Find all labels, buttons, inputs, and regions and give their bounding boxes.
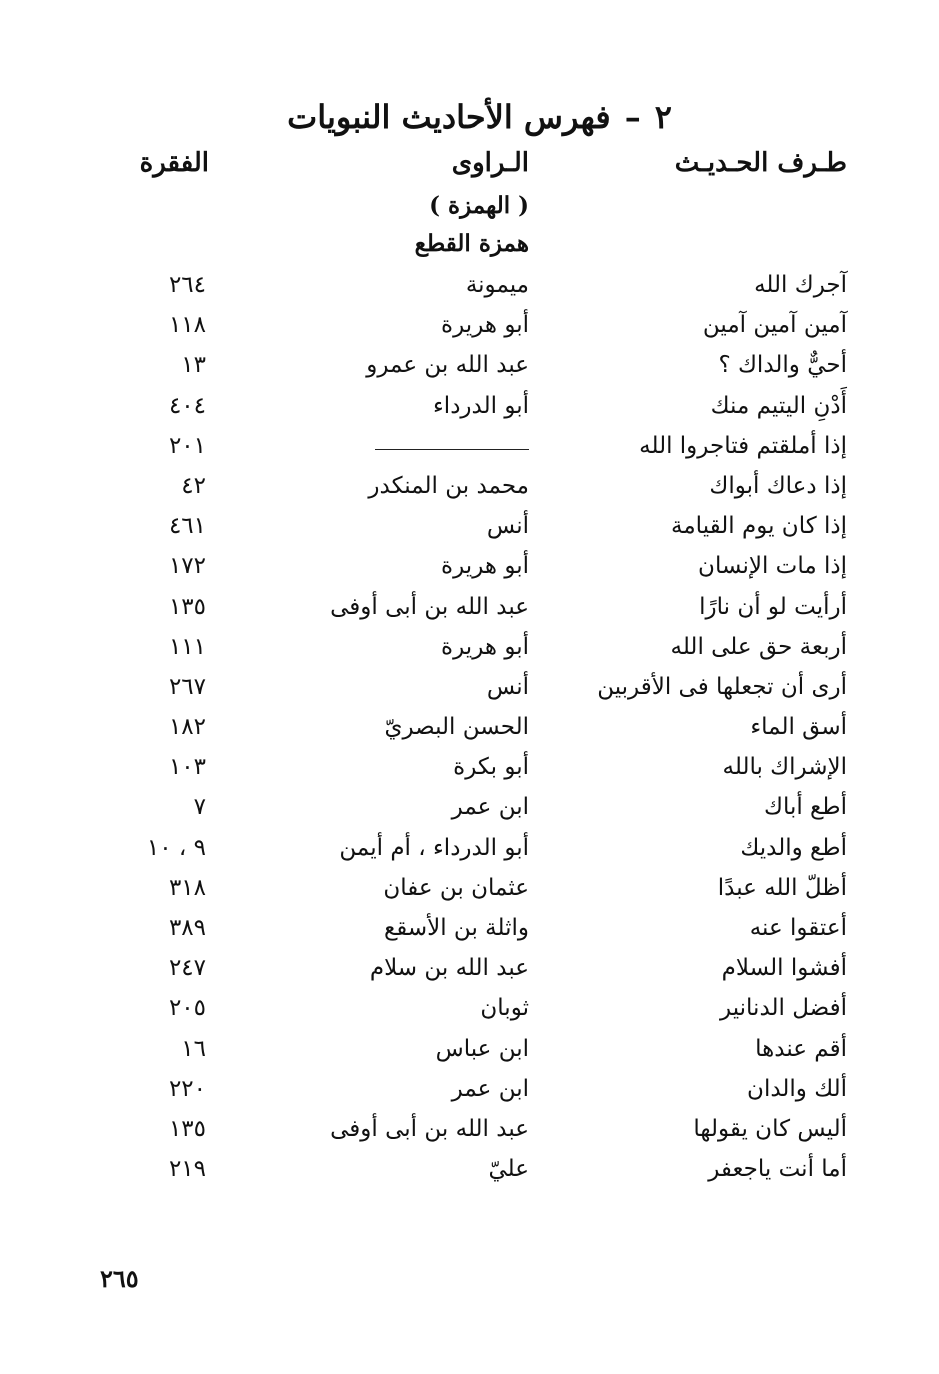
hadith-text: أقم عندها (755, 1035, 847, 1062)
column-header-hadith: طـرف الحـديـث (674, 148, 847, 178)
table-row (0, 670, 939, 710)
hadith-text: إذا كان يوم القيامة (671, 513, 847, 540)
title-dash: – (624, 98, 641, 136)
narrator-name: أبو هريرة (441, 633, 529, 660)
table-row (0, 509, 939, 549)
paragraph-number: ١٦ (181, 1035, 206, 1062)
hadith-text: أحيٌّ والداك ؟ (718, 352, 847, 379)
table-row (0, 348, 939, 388)
narrator-name: عبد الله بن سلام (369, 955, 529, 982)
section-heading: ( الهمزة ) (429, 192, 529, 219)
paragraph-number: ١٨٢ (168, 714, 206, 741)
hadith-text: إذا أملقتم فتاجروا الله (639, 432, 847, 459)
narrator-name: ابن عمر (451, 794, 529, 821)
table-row (0, 630, 939, 670)
paragraph-number: ٢٠٥ (168, 995, 206, 1022)
index-table (0, 268, 939, 1192)
paragraph-number: ١٣ (181, 352, 206, 379)
narrator-name: أبو هريرة (441, 553, 529, 580)
narrator-name: أبو الدرداء (432, 392, 529, 419)
hadith-text: أربعة حق على الله (670, 633, 847, 660)
hadith-text: أما أنت ياجعفر (708, 1156, 847, 1183)
narrator-name: عثمان بن عفان (383, 874, 529, 901)
hadith-text: إذا مات الإنسان (698, 553, 847, 580)
hadith-text: أَدْنِ اليتيم منك (710, 392, 847, 419)
table-row (0, 549, 939, 589)
narrator-name: أنس (486, 513, 529, 540)
narrator-name: عبد الله بن أبى أوفى (330, 1115, 529, 1142)
paragraph-number: ٣١٨ (168, 874, 206, 901)
table-row (0, 911, 939, 951)
hadith-text: أفشوا السلام (721, 955, 847, 982)
table-row (0, 590, 939, 630)
narrator-name: ميمونة (465, 272, 529, 298)
hadith-text: ألك والدان (747, 1075, 847, 1102)
table-row (0, 429, 939, 469)
paragraph-number: ١١١ (168, 633, 206, 660)
paragraph-number: ٢٤٧ (168, 955, 206, 982)
paragraph-number: ٢٦٤ (168, 272, 206, 298)
narrator-name: الحسن البصريّ (384, 714, 529, 741)
table-row (0, 1032, 939, 1072)
table-row (0, 1152, 939, 1192)
table-row (0, 389, 939, 429)
hadith-text: أسق الماء (750, 714, 847, 741)
hadith-text: أرى أن تجعلها فى الأقربين (597, 673, 847, 700)
table-row (0, 268, 939, 308)
page-number: ٢٦٥ (100, 1264, 139, 1293)
table-row (0, 951, 939, 991)
column-header-narrator: الـراوى (451, 148, 529, 178)
hadith-text: أطع أباك (763, 794, 847, 821)
hadith-text: أظلّ الله عبدًا (717, 874, 847, 901)
narrator-name: عبد الله بن عمرو (366, 352, 529, 379)
narrator-name: عليّ (488, 1156, 529, 1183)
table-row (0, 469, 939, 509)
paragraph-number: ٩ ، ١٠ (146, 834, 206, 861)
paragraph-number: ٢٢٠ (168, 1075, 206, 1102)
hadith-text: أفضل الدنانير (720, 995, 847, 1022)
hadith-text: آجرك الله (754, 272, 847, 298)
paragraph-number: ٢١٩ (168, 1156, 206, 1183)
table-row (0, 1072, 939, 1112)
table-row (0, 831, 939, 871)
hadith-text: أليس كان يقولها (693, 1115, 847, 1142)
narrator-name: محمد بن المنكدر (368, 472, 529, 499)
paragraph-number: ٢٦٧ (168, 673, 206, 700)
table-row (0, 750, 939, 790)
table-row (0, 308, 939, 348)
paragraph-number: ٣٨٩ (168, 915, 206, 941)
narrator-blank-line (375, 449, 529, 450)
hadith-text: آمين آمين آمين (702, 312, 847, 339)
title-number: ٢ (654, 98, 672, 136)
narrator-name: أبو هريرة (441, 312, 529, 339)
table-row (0, 710, 939, 750)
hadith-text: الإشراك بالله (722, 754, 847, 781)
paragraph-number: ٧ (193, 794, 206, 821)
table-row (0, 871, 939, 911)
narrator-name: عبد الله بن أبى أوفى (330, 593, 529, 620)
paragraph-number: ١٧٢ (168, 553, 206, 580)
paragraph-number: ٢٠١ (168, 432, 206, 459)
narrator-name: ابن عباس (435, 1035, 529, 1062)
narrator-name: ابن عمر (451, 1075, 529, 1102)
subsection-heading: همزة القطع (414, 230, 529, 257)
paragraph-number: ١٣٥ (168, 1115, 206, 1142)
page-title (0, 98, 939, 136)
paragraph-number: ٤٠٤ (168, 392, 206, 419)
narrator-name: ثوبان (480, 995, 529, 1022)
column-header-paragraph: الفقرة (139, 148, 209, 178)
narrator-name: أبو بكرة (453, 754, 529, 781)
paragraph-number: ١٣٥ (168, 593, 206, 620)
table-row (0, 1112, 939, 1152)
table-row (0, 790, 939, 830)
title-text: فهرس الأحاديث النبويات (287, 98, 611, 136)
paragraph-number: ٤٦١ (168, 513, 206, 540)
paragraph-number: ١١٨ (168, 312, 206, 339)
narrator-name: أنس (486, 673, 529, 700)
narrator-name: واثلة بن الأسقع (383, 915, 529, 941)
hadith-text: أعتقوا عنه (749, 915, 847, 941)
hadith-text: إذا دعاك أبواك (709, 472, 847, 499)
paragraph-number: ١٠٣ (168, 754, 206, 781)
table-row (0, 991, 939, 1031)
narrator-name: أبو الدرداء ، أم أيمن (339, 834, 529, 861)
paragraph-number: ٤٢ (181, 472, 206, 499)
hadith-text: أرأيت لو أن نارًا (699, 593, 847, 620)
hadith-text: أطع والديك (740, 834, 847, 861)
